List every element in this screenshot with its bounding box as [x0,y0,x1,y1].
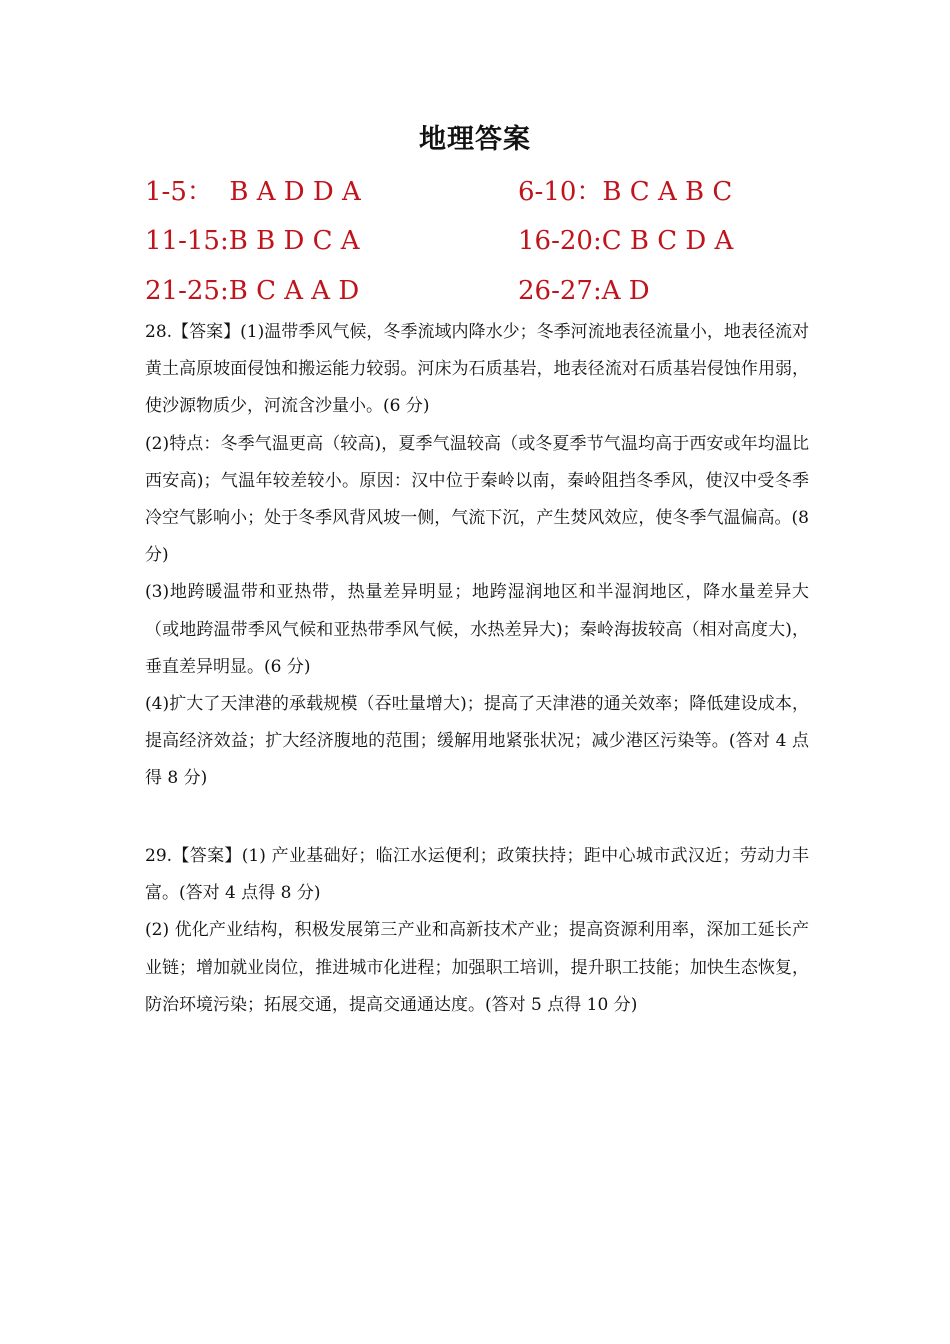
q28-part-2: (2)特点：冬季气温更高（较高)，夏季气温较高（或冬夏季节气温均高于西安或年均温比西安高)；气温年较差较小。原因：汉中位于秦岭以南，秦岭阻挡冬季风，使汉中受冬季冷空气影响小；处于冬季风背风坡一侧，气流下沉，产生焚风效应，使冬季气温偏高。(8 分) [145,433,809,566]
answer-row-26-27: 26-27:A D [518,276,650,306]
q29-part-1: 29.【答案】(1) 产业基础好；临江水运便利；政策扶持；距中心城市武汉近；劳动力丰富。(答对 4 点得 8 分) [145,846,809,904]
q28-part-3: (3)地跨暖温带和亚热带，热量差异明显；地跨湿润地区和半湿润地区，降水量差异大（或地跨温带季风气候和亚热带季风气候，水热差异大)；秦岭海拔较高（相对高度大)，垂直差异明显。(6 分) [145,582,809,677]
question-28-answer [145,314,809,798]
q28-part-4: (4)扩大了天津港的承载规模（吞吐量增大)；提高了天津港的通关效率；降低建设成本，提高经济效益；扩大经济腹地的范围；缓解用地紧张状况；减少港区污染等。(答对 4 点得 8 分) [145,694,809,789]
page-title: 地理答案 [419,124,531,155]
answer-row-21-25: 21-25:B C A A D [145,276,360,306]
q29-part-2: (2) 优化产业结构，积极发展第三产业和高新技术产业；提高资源利用率，深加工延长产业链；增加就业岗位，推进城市化进程；加强职工培训，提升职工技能；加快生态恢复，防治环境污染；拓展交通，提高交通通达度。(答对 5 点得 10 分) [145,920,809,1015]
answer-row-6-10: 6-10：B C A B C [518,177,733,207]
answer-row-1-5: 1-5： B A D D A [145,177,361,207]
q28-part-1: 28.【答案】(1)温带季风气候，冬季流域内降水少；冬季河流地表径流量小，地表径流对黄土高原坡面侵蚀和搬运能力较弱。河床为石质基岩，地表径流对石质基岩侵蚀作用弱，使沙源物质少，河流含沙量小。(6 分) [145,322,809,417]
answer-row-16-20: 16-20:C B C D A [518,226,734,256]
answer-row-11-15: 11-15:B B D C A [145,226,360,256]
question-29-answer [145,838,809,1024]
